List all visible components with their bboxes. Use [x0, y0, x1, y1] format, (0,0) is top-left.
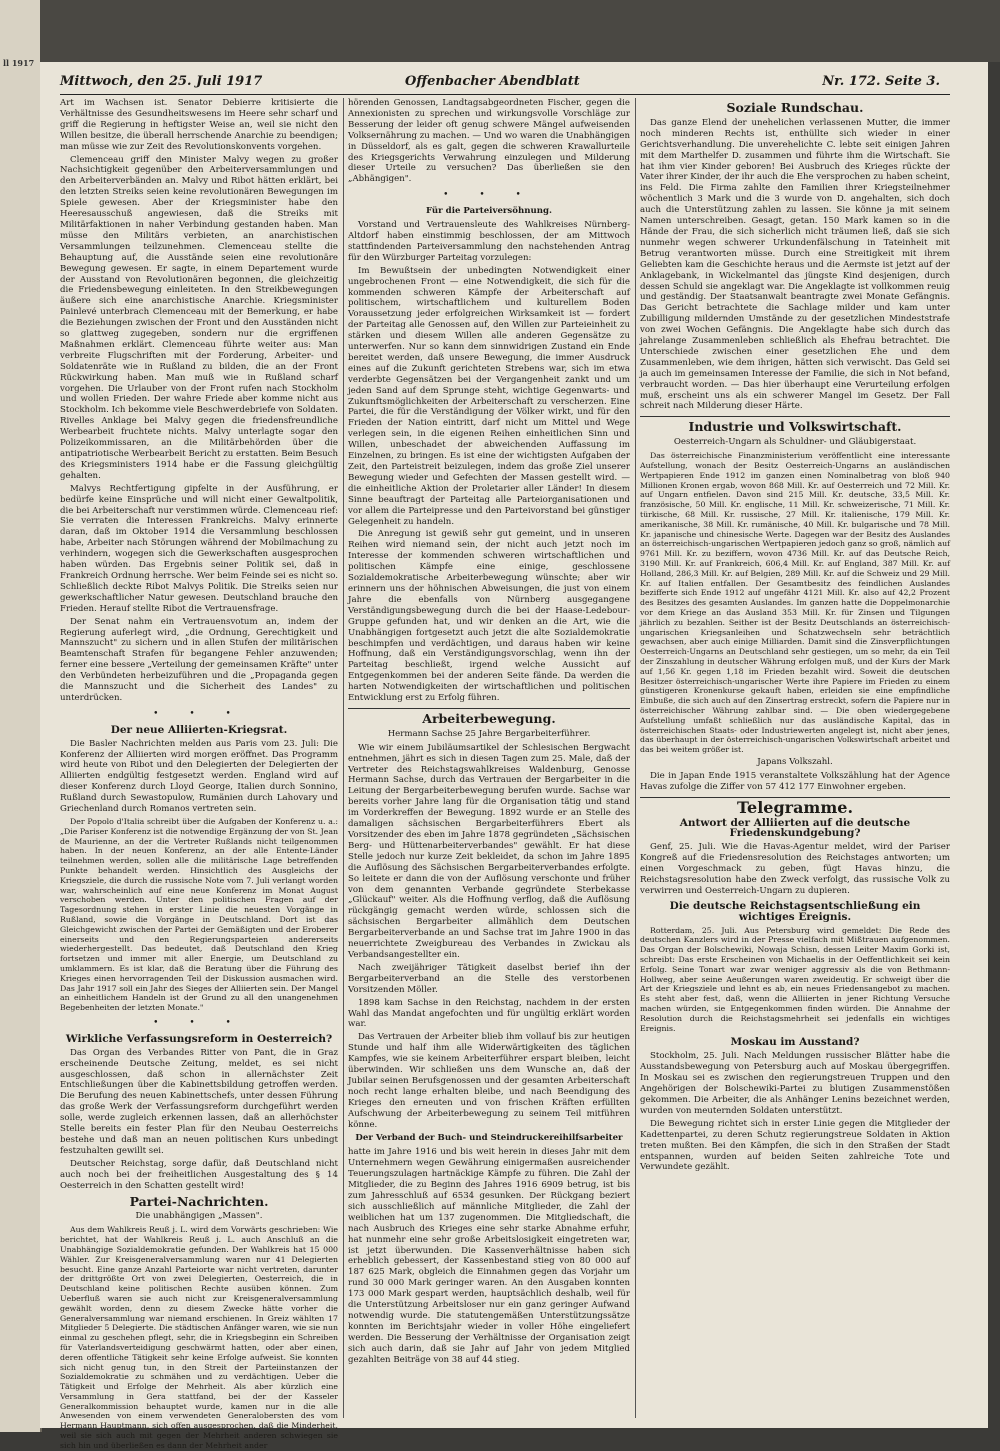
article-text: Stockholm, 25. Juli. Nach Meldungen russischer Blätter habe die Ausstandsbewegung von Petersburg auch auf Moskau übergegriffen. In Moskau sei es zwischen den regierungstreuen Truppen und den Angehörigen der Bolschewiki-Partei zu blutigen Zusammenstößen gekommen. Die Arbeiter, die als Anhänger Lenins bezeichnet werden, wurden von meuternden Soldaten unterstützt. — [640, 1051, 950, 1116]
article-text: Im Bewußtsein der unbedingten Notwendigkeit einer ungebrochenen Front — eine Notwendigkeit, die sich für die kommenden schweren Kämpfe der Arbeiterschaft auf politischem, wirtschaftlichem und kulturellem Boden Voraussetzung jeder erfolgreichen Wirksamkeit ist — fordert der Parteitag alle Genossen auf, den Willen zur Parteieinheit zu stärken und diesem Willen alle anderen Gegensätze zu unterwerfen. Nur so kann dem sinnwidrigen Zustand ein Ende bereitet werden, daß unsere Bewegung, die immer Ausdruck eines auf die Zukunft gerichteten Strebens war, sich im etwa verderbte Gegensätzen bei der Vergangenheit zankt und um jeden Sand auf dem Sprunge steht, wichtige Gegenwarts- und Zukunftsmöglichkeiten der Arbeiterschaft zu verscherzen. Eine Partei, die für die Verständigung der Völker wirkt, und für den Frieden der Nation eintritt, darf nicht um Mittel und Wege verlegen sein, in die eigenen Reihen einheitlichen Sinn und Willen, unbeschadet der abweichenden Auffassung im Einzelnen, zu bringen. Es ist eine der wichtigsten Aufgaben der Zeit, den Parteistreit beizulegen, indem das große Ziel unserer Bewegung wieder und Gefechten der Massen gestellt wird. — die einheitliche Aktion der Proletarier aller Länder! In diesem Sinne beauftragt der Parteitag alle Parteiorganisationen und vor allem die Parteipresse und den Parteivorstand bei günstiger Gelegenheit zu handeln. — [348, 265, 630, 527]
column-divider — [635, 98, 636, 1418]
section-rule — [348, 708, 630, 709]
issue-number: Nr. 172. Seite 3. — [822, 74, 940, 89]
article-text: Genf, 25. Juli. Wie die Havas-Agentur meldet, wird der Pariser Kongreß auf die Friedensresolution des Reichstages antworten; um einen Vorgeschmack zu geben, fügt Havas hinzu, die Reichstagsresolution habe den Zweck verfolgt, das russische Volk zu verwirren und Oesterreich-Ungarn zu dupieren. — [640, 842, 950, 896]
article-text: Wie wir einem Jubiläumsartikel der Schlesischen Bergwacht entnehmen, jährt es sich in diesen Tagen zum 25. Male, daß der Vertreter des Reichstagswahlkreises Waldenburg, Genosse Hermann Sachse, durch das Vertrauen der Bergarbeiter in die Leitung der Bergarbeiterbewegung berufen wurde. Sachse war bereits vorher Jahre lang für die Organisation tätig und stand im Vorderkreffen der Bewegung. 1892 wurde er an Stelle des damaligen sächsischen Bergarbeiterführers Ebert als Vorsitzender des eben im Jahre 1878 gegründeten „Sächsischen Berg- und Hüttenarbeiterverbandes" gewählt. Er hat diese Stelle jedoch nur kurze Zeit bekleidet, da schon im Jahre 1895 die Auflösung des Sächsischen Bergarbeiterverbandes erfolgte. So leitete er dann die von der Auflösung verschonte und früher von dem genannten Verbande gegründete Sterbekasse „Glückauf" weiter. Als die Hoffnung verflog, daß die Auflösung rückgängig gemacht werden würde, schlossen sich die sächsischen Bergarbeiter allmählich dem Deutschen Bergarbeiterverbande an und Sachse trat im Jahre 1900 in das neuerrichtete Zweigbureau des Verbandes in Zwickau als Verbandsangestellter ein. — [348, 742, 630, 960]
headline-constitution-reform: Wirkliche Verfassungsreform in Oesterreich? — [65, 1032, 333, 1045]
article-text: Das österreichische Finanzministerium veröffentlicht eine interessante Aufstellung, wonach der Besitz Oesterreich-Ungarns an ausländischen Wertpapieren Ende 1912 im ganzen einen Nominalbetrag von bloß 940 Millionen Kronen ergab, wovon 868 Mill. Kr. auf Oesterreich und 72 Mill. Kr. auf Ungarn entfielen. Davon sind 215 Mill. Kr. deutsche, 33,5 Mill. Kr. französische, 50 Mill. Kr. englische, 11 Mill. Kr. schweizerische, 71 Mill. Kr. türkische, 68 Mill. Kr. russische, 27 Mill. Kr. italienische, 179 Mill. Kr. amerikanische, 38 Mill. Kr. rumänische, 40 Mill. Kr. bulgarische und 78 Mill. Kr. japanische und chinesische Werte. Dagegen war der Besitz des Auslandes an österreichisch-ungarischen Wertpapieren jedoch ganz so groß, nämlich auf 9761 Mill. Kr. zu beziffern, wovon 4736 Mill. Kr. auf das Deutsche Reich, 3190 Mill. Kr. auf Frankreich, 606,4 Mill. Kr. auf England, 387 Mill. Kr. auf Holland, 286,3 Mill. Kr. auf Belgien, 289 Mill. Kr. auf die Schweiz und 29 Mill. Kr. auf Italien entfallen. Der Gesamtbesitz des feindlichen Auslandes bezifferte sich Ende 1912 auf ungefähr 4121 Mill. Kr. also auf 42,2 Prozent des Besitzes des gesamten Auslandes. Im ganzen hatte die Doppelmonarchie vor dem Kriege an das Ausland 353 Mill. Kr. für Zinsen und Tilgungen jährlich zu bezahlen. Seither ist der Besitz Deutschlands an österreichisch-ungarischen Kriegsanleihen und Schatzwechseln sehr beträchtlich gewachsen, aber auch einige Milliarden. Damit sind die Zinsverpflichtungen Oesterreich-Ungarns an Deutschland sehr gestiegen, um so mehr, da ein Teil der Zinszahlung in deutscher Währung erfolgen muß, und der Kurs der Mark auf 1,56 Kr. gegen 1,18 im Frieden bezahlt wird. Soweit die deutschen Besitzer österreichisch-ungarischer Werte ihre Papiere im Frieden zu einem günstigeren Kronenkurse gekauft haben, erleiden sie eine empfindliche Einbuße, die sich auch auf den Zinsertrag erstreckt, sofern die Papiere nur in österreichischer Währung zahlbar sind. — Die oben wiedergegebene Aufstellung umfaßt schließlich nur das ausländische Kapital, das in österreichischen Staats- oder Industriewerten angelegt ist, nicht aber jenes, das überhaupt in der österreichisch-ungarischen Volkswirtschaft arbeitet und das bei weitem größer ist. — [640, 451, 950, 755]
section-divider: • • • — [153, 708, 245, 719]
masthead — [60, 74, 940, 94]
headline-industry-economy: Industrie und Volkswirtschaft. — [688, 419, 902, 435]
adjacent-page-fragment: ll 1917 — [3, 58, 35, 68]
subheadline: Oesterreich-Ungarn als Schuldner- und Gläubigerstaat. — [673, 437, 917, 448]
article-text: 1898 kam Sachse in den Reichstag, nachdem in der ersten Wahl das Mandat angefochten und für ungültig erklärt worden war. — [348, 997, 630, 1030]
article-text: Das ganze Elend der unehelichen verlassenen Mutter, die immer noch minderen Rechts ist, enthüllte sich wieder in einer Gerichtsverhandlung. Die unverehelichte C. lebte seit einigen Jahren mit dem Marthelfer D. zusammen und führte ihm die Wirtschaft. Sie hat ihm vier Kinder geboren! Bei Ausbruch des Krieges rückte der Vater ihrer Kinder, der ihr auch die Ehe versprochen zu haben scheint, ins Feld. Die Firma zahlte den Familien ihrer Kriegsteilnehmer wöchentlich 3 Mark und die 3 wurde von D. angehalten, sich doch auch die Unterstützung zahlen zu lassen. Sie könne ja mit seinem Namen unterschreiben. Gesagt, getan. 150 Mark kamen so in die Hände der Frau, die sich sicherlich nicht träumen ließ, daß sie sich nunmehr wegen schwerer Urkundenfälschung in Tateinheit mit Betrug verantworten müsse. Durch eine Streitigkeit mit ihrem Geliebten kam die Geschichte heraus und die Aermste ist jetzt auf der Anklagebank, in Wickelmantel das jüngste Kind desjenigen, durch dessen Schuld sie angeklagt war. Die Angeklagte ist vollkommen reuig und geständig. Der Staatsanwalt beantragte zwei Monate Gefängnis. Das Gericht betrachtete die Sachlage milder und kam unter Zubilligung mildernden Umstände zu der gesetzlichen Mindeststrafe von zwei Wochen Gefängnis. Die Angeklagte habe sich durch das jahrelange Zusammenleben schließlich als Ehefrau betrachtet. Die Unterschiede zwischen einer gesetzlichen Ehe und dem Zusammenleben, wie dem ihrigen, hätten sich verwischt. Das Geld sei ja auch im gemeinsamen Interesse der Familie, die sich in Not befand, verbraucht worden. — Das hier überhaupt eine Verurteilung erfolgen muß, erscheint uns als ein schwerer Mangel im Gesetz. Der Fall schreit nach Milderung dieser Härte. — [640, 117, 950, 412]
article-text: Das Organ des Verbandes Ritter von Pant, die in Graz erscheinende Deutsche Zeitung, meldet, es sei nicht ausgeschlossen, daß schon in allernächster Zeit Entschließungen über die Kabinettsbildung getroffen werden. Die Berufung des neuen Kabinettschefs, unter dessen Führung das große Werk der Verfassungsreform durchgeführt werden solle, werde zugleich erkennen lassen, daß an allerhöchster Stelle bereits ein fester Plan für den Neubau Oesterreichs bestehe und daß man an neuen politischen Kurs unbedingt festzuhalten gewillt sei. — [60, 1047, 338, 1156]
article-text: Vorstand und Vertrauensleute des Wahlkreises Nürnberg-Altdorf haben einstimmig beschlossen, der am Mittwoch stattfindenden Parteiversammlung den nachstehenden Antrag für den Würzburger Parteitag vorzulegen: — [348, 220, 630, 263]
subheadline: Japans Volkszahl. — [757, 756, 833, 767]
article-text: Die Basler Nachrichten melden aus Paris vom 23. Juli: Die Konferenz der Alliierten wird morgen eröffnet. Das Programm wird heute von Ribot und den Delegierten der Delegierten der Alliierten endgültig festgesetzt werden. England wird auf dieser Konferenz durch Lloyd George, Italien durch Sonnino, Rußland durch Sewastopulow, Rumänien durch Lahovary und Griechenland durch Romanos vertreten sein. — [60, 738, 338, 815]
column-3 — [640, 98, 950, 1424]
page-top-edge — [40, 0, 1000, 62]
issue-date: Mittwoch, den 25. Juli 1917 — [60, 74, 263, 89]
section-divider: • • • — [153, 1017, 245, 1028]
subheadline: Hermann Sachse 25 Jahre Bergarbeiterführer. — [387, 728, 591, 739]
article-text: Die Anregung ist gewiß sehr gut gemeint, und in unseren Reihen wird niemand sein, der nicht auch jetzt noch im Interesse der kommenden schweren wirtschaftlichen und politischen Kämpfe eine einige, geschlossene Sozialdemokratische Arbeiterbewegung wünschte; aber wir erinnern uns der höhnischen Abweisungen, die just von einem Jahre die ebenfalls von Nürnberg ausgegangene Verständigungsbewegung durch die bei der Haase-Ledebour-Gruppe gefunden hat, und wir denken an die Art, wie die Unabhängigen fortgesetzt auch jetzt die alte Sozialdemokratie beschimpfen und verdächtigen, und daraus haben wir keine Hoffnung, daß ein Verständigungsvorschlag, wenn ihn der Parteitag beschließt, irgend welche Aussicht auf Entgegenkommen bei der anderen Seite fände. Da werden die harten Notwendigkeiten der wirtschaftlichen und politischen Entwicklung erst zu Erfolg führen. — [348, 529, 630, 704]
article-text: Der Popolo d'Italia schreibt über die Aufgaben der Konferenz u. a.: „Die Pariser Konferenz ist die notwendige Ergänzung der von St. Jean de Maurienne, an der die Vertreter Rußlands nicht teilgenommen haben. In der neuen Konferenz, an der alle Entente-Länder teilnehmen werden, sollen alle die militärische Lage betreffenden Punkte behandelt werden. Hinsichtlich des Ausgleichs der Kriegsziele, die durch die russische Note vom 7. Juli verlangt worden war, wahrscheinlich auf eine neue Konferenz im Monat August verschoben werden. Unter den politischen Fragen auf der Tagesordnung stehen in erster Linie die neuesten Vorgänge in Rußland, sowie die Vorgänge in Deutschland. Dort ist das Gleichgewicht zwischen der Partei der Gemäßigten und der Eroberer einerseits und den Regierungsparteien andererseits wiederhergestellt. Das bedeutet, daß Deutschland den Krieg fortsetzen und immer mit aller Energie, um Deutschland zu umklammern. Es ist klar, daß die Beratung über die Führung des Krieges einen hervorragenden Teil der Diskussion ausmachen wird. Das Jahr 1917 soll ein Jahr des Sieges der Alliierten sein. Der Mangel an einheitlichem Handeln ist der Grund zu all den unangenehmen Begebenheiten der letzten Monate." — [60, 817, 338, 1013]
column-2 — [348, 98, 630, 1424]
headline-social-review: Soziale Rundschau. — [726, 100, 864, 115]
headline-allied-answer: Antwort der Alliierten auf die deutsche Friedenskundgebung? — [679, 816, 911, 840]
subheadline: Die unabhängigen „Massen". — [135, 1211, 263, 1222]
article-text: Der Senat nahm ein Vertrauensvotum an, indem der Regierung auferlegt wird, „die Ordnung, Gerechtigkeit und Mannszucht" zu sichern und in allen Stufen der militärischen Beamtenschaft Strafen für begangene Fehler anzuwenden; ferner eine bessere „Verteilung der gemeinsamen Kräfte" unter den Verbündeten herbeizuführen und die „Propaganda gegen die Mannszucht und die Sicherheit des Landes" zu unterdrücken. — [60, 616, 338, 703]
headline-moscow-strike: Moskau im Ausstand? — [730, 1036, 860, 1049]
article-text: hatte im Jahre 1916 und bis weit herein in dieses Jahr mit dem Unternehmern wegen Gewährung einigermaßen ausreichender Teuerungszulagen hartnäckige Kämpfe zu führen. Die Zahl der Mitglieder, die zu Beginn des Jahres 1916 6909 betrug, ist bis zum Jahresschluß auf 6534 gesunken. Der Rückgang beziert sich ausschließlich auf männliche Mitglieder, die Zahl der weiblichen hat um 137 zugenommen. Die Mitgliedschaft, die nach Ausbruch des Krieges eine sehr starke Abnahme erfuhr, hat nunmehr eine sehr große Arbeitslosigkeit eingetreten war, ist jetzt überwunden. Die Kassenverhältnisse haben sich erheblich gebessert, der Kassenbestand stieg von 80 000 auf 187 625 Mark, obgleich die Einnahmen gegen das Vorjahr um rund 30 000 Mark geringer waren. An den Ausgaben konnten 173 000 Mark gespart werden, hauptsächlich deshalb, weil für die Unterstützung Arbeitsloser nur ein ganz geringer Aufwand notwendig wurde. Die statutengemäßen Unterstützungssätze konnten im Berichtsjahr wieder in voller Höhe eingeliefert werden. Die Besserung der Verhältnisse der Organisation zeigt sich auch darin, daß sie Jahr auf Jahr von jedem Mitglied gezahlten Beiträge von 38 auf 44 stieg. — [348, 1147, 630, 1365]
article-text: Art im Wachsen ist. Senator Debierre kritisierte die Verhältnisse des Gesundheitswesens im Heere sehr scharf und griff die Regierung in heftigster Weise an, weil sie nicht den Willen besitze, die überall herrschende Anarchie zu beendigen; man müsse wie zur Zeit des Revolutionskonvents vorgehen. — [60, 98, 338, 152]
masthead-rule — [60, 94, 950, 95]
article-text: Deutscher Reichstag, sorge dafür, daß Deutschland nicht auch noch bei der freiheitlichen Ausgestaltung des § 14 Oesterreich in den Schatten gestellt wird! — [60, 1158, 338, 1191]
article-text: Rotterdam, 25. Juli. Aus Petersburg wird gemeldet: Die Rede des deutschen Kanzlers wird in der Presse vielfach mit Mißtrauen aufgenommen. Das Organ der Bolschewiki, Nowaja Schisn, dessen Leiter Maxim Gorki ist, schreibt: Das erste Erscheinen von Michaelis in der Oeffentlichkeit sei kein Erfolg. Seine Tonart war zwar weniger aggressiv als die von Bethmann-Hollweg, aber seine Aeußerungen waren zweideutig. Er schweigt über die Art der Kriegsziele und lehnt es ab, ein neues Friedensangebot zu machen. Es steht aber fest, daß, wenn die Alliierten in jener Richtung Versuche machen würden, sie Entgegenkommen finden würden. Die Annahme der Resolution durch die Reichstagsmehrheit sei jedenfalls ein wichtiges Ereignis. — [640, 925, 950, 1033]
article-text: hörenden Genossen, Landtagsabgeordneten Fischer, gegen die Annexionisten zu sprechen und wirkungsvolle Vorschläge zur Besserung der leider oft genug schwere Mängel aufweisenden Volksernährung zu machen. — Und wo waren die Unabhängigen in Düsseldorf, als es galt, gegen die schweren Krawallurteile des Kriegsgerichts Verwahrung einzulegen und Milderung dieser Urteile zu versuchen? Das überließen sie den „Abhängigen". — [348, 98, 630, 185]
column-divider — [343, 98, 344, 1418]
article-text: Die Bewegung richtet sich in erster Linie gegen die Mitglieder der Kadettenpartei, zu deren Schutz regierungstreue Soldaten in Aktion treten mußten. Bei den Kämpfen, die sich in den Straßen der Stadt entspannen, wurden auf beiden Seiten zahlreiche Tote und Verwundete gezählt. — [640, 1118, 950, 1173]
headline-allied-war-council: Der neue Alliierten-Kriegsrat. — [110, 723, 288, 736]
headline-party-reconciliation: Für die Parteiversöhnung. — [425, 206, 553, 217]
article-text: Clemenceau griff den Minister Malvy wegen zu großer Nachsichtigkeit gegenüber den Arbeiterversammlungen und den Arbeiterverbänden an. Malvy und Ribot hätten erklärt, bei den letzten Streiks seien keine revolutionären Bewegungen im Spiele gewesen. Aber der Kriegsminister habe den Heeresausschuß angewiesen, daß die Streiks mit Militärfaktionen in naher Verbindung gestanden haben. Man müsse den Militärs verbieten, an anarchistischen Versammlungen teilzunehmen. Clemenceau stellte die Behauptung auf, die Ausstände seien eine revolutionäre Bewegung gewesen. Er sagte, in einem Departement wurde der Ausstand von Revolutionären begonnen, die gleichzeitig die Friedensbewegung einleiteten. In den Streikbewegungen äußere sich eine anarchistische Anarchie. Kriegsminister Painlevé unterbrach Clemenceau mit der Bemerkung, er habe die Beziehungen zwischen der Front und den Ausständen nicht so glattweg zugegeben, sondern nur die ergriffenen Maßnahmen erklärt. Clemenceau führte weiter aus: Man verbreite Flugschriften mit der Forderung, Arbeiter- und Soldatenräte wie in Rußland zu bilden, die an der Front Rückwirkung haben. Man muß wie in Rußland scharf vorgehen. Die Urlauber von der Front rufen nach Stockholm und wollen Frieden. Der wahre Friede aber komme nicht aus Stockholm. Ich bekomme viele Beschwerdebriefe von Soldaten. Rivelles Anklage bei Malvy gegen die friedensfreundliche Werbearbeit fruchtete nichts. Malvy unterlagte sogar den Polizeikommissaren, an die Militärbehörden über die antipatriotische Werbearbeit Bericht zu erstatten. Beim Besuch des Kriegsministers 1914 habe er die Fassung gleichgültig gehalten. — [60, 154, 338, 481]
headline-party-news: Partei-Nachrichten. — [129, 1193, 269, 1209]
headline-labor-movement: Arbeiterbewegung. — [422, 710, 556, 726]
column-1 — [60, 98, 338, 1450]
section-divider: • • • — [443, 190, 535, 201]
article-text: Das Vertrauen der Arbeiter blieb ihm vollauf bis zur heutigen Stunde und half ihm alle Widerwärtigkeiten des täglichen Kampfes, wie sie keinem Arbeiterführer erspart bleiben, leicht überwinden. Wir schließen uns dem Wunsche an, daß der Jubilar seinen Berufsgenossen und der gesamten Arbeiterschaft noch recht lange erhalten bleibe, und nach Beendigung des Krieges den erneuten und von frischen Kräften erfüllten Aufschwung der Arbeiterbewegung zu seinem Teil mitführen könne. — [348, 1032, 630, 1130]
subheadline: Der Verband der Buch- und Steindruckereihilfsarbeiter — [355, 1133, 623, 1144]
section-rule — [640, 416, 950, 417]
paper-title: Offenbacher Abendblatt — [405, 74, 580, 89]
headline-telegrams: Telegramme. — [736, 797, 854, 817]
newspaper-page — [40, 62, 988, 1450]
bound-volume-spine — [0, 0, 42, 1432]
article-text: Malvys Rechtfertigung gipfelte in der Ausführung, er bedürfe keine Einsprüche und will nicht einer Gewaltpolitik, die bei Arbeiterschaft nur verstimmen würde. Clemenceau rief: Sie verraten die Interessen Frankreichs. Malvy erinnerte daran, daß im Oktober 1914 die Versammlung beschlossen habe, Arbeiter nach Störungen während der Mobilmachung zu verhindern, wogegen sich die Gewerkschaften ausgesprochen haben würden. Das Ergebnis seiner Politik sei, daß in Frankreich Ordnung herrsche. Wer beim Feinde sei es nicht so. Schließlich deckte Ribot Malvys Politik. Die Streiks seien nur gewerkschaftlicher Natur gewesen. Deutschland brauche den Frieden. Herauf stellte Ribot die Vertrauensfrage. — [60, 483, 338, 614]
article-text: Die in Japan Ende 1915 veranstaltete Volkszählung hat der Agence Havas zufolge die Ziffer von 57 412 177 Einwohner ergeben. — [640, 770, 950, 792]
article-text: Nach zweijähriger Tätigkeit daselbst berief ihn der Bergarbeiterverband an die Stelle des verstorbenen Vorsitzenden Möller. — [348, 962, 630, 995]
article-text: Aus dem Wahlkreis Reuß j. L. wird dem Vorwärts geschrieben: Wie berichtet, hat der Wahlkreis Reuß j. L. auch Anschluß an die Unabhängige Sozialdemokratie gefunden. Der Wahlkreis hat 15 000 Wähler. Zur Kreisgeneralversammlung waren nur 41 Delegierten besucht. Eine ganze Anzahl Parteiorte war nicht vertreten, darunter der drittgrößte Ort von zwei Delegierten, Oesterreich, die in Deutschland keine politischen Rechte ausüben können. Zum Ueberfluß waren sie auch nicht zur Kreisgeneralversammlung gewählt worden, denn zu diesem Zwecke hätte vorher die Generalversammlung war niemand erschienen. In Greiz wählten 17 Mitglieder 5 Delegierte. Die städtischen Anfänger waren, wie sie nun einmal zu geschehen pflegt, sehr, die in Kriegsbeginn ein Schreiben für Vaterlandsverteidigung geschwärmt hatten, oder aber einen, deren offentliche Tätigkeit sehr keine Erfolge aufweist. Sie konnten sich nicht genug tun, in den Streit der Parteiinstanzen der Sozialdemokratie zu schmähen und zu verdächtigen. Ueber die Tätigkeit und Erfolge der Mehrheit. Als aber kürzlich eine Versammlung in Gera stattfand, bei der der Kasseler Generalkommission behauptet wurde, kamen nur in die alle Anwesenden von einem verwendeten Generalobersten des vom Hermann Hauptmann, sich offen ausgesprochen, daß die Minderheit, weil sie sich auch mit gegen der Mehrheit anderen schwiegen sie sich hin und überließen es dann der Mehrheit ander — [60, 1225, 338, 1450]
headline-reichstag-resolution: Die deutsche Reichstagsentschließung ein wichtiges Ereignis. — [669, 899, 921, 923]
